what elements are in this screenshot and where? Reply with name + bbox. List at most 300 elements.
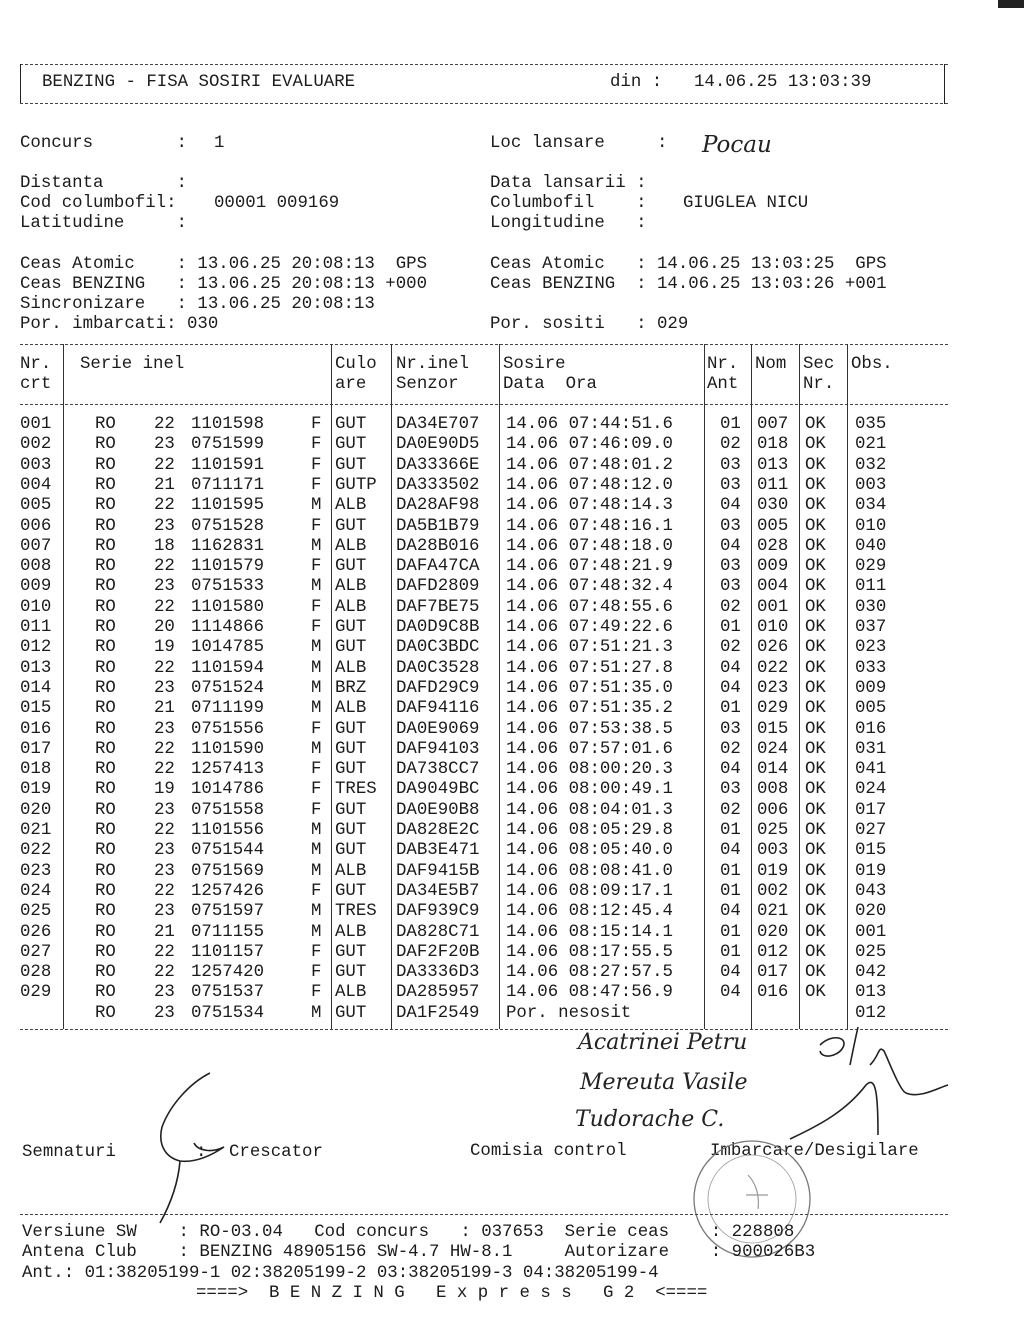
scan-edge-mark bbox=[998, 0, 1024, 8]
cell-sex: M bbox=[311, 841, 322, 861]
cell-country: RO bbox=[95, 699, 116, 719]
cell-obs: 021 bbox=[855, 435, 887, 455]
cell-arrival: 14.06 08:09:17.1 bbox=[506, 881, 673, 901]
cell-ring: 0751528 bbox=[191, 516, 265, 536]
cell-sex: F bbox=[311, 760, 322, 780]
cell-arrival: 14.06 08:27:57.5 bbox=[506, 963, 673, 983]
concurs-label: Concurs : bbox=[20, 134, 187, 153]
cell-nom: 003 bbox=[757, 841, 789, 861]
cell-sex: M bbox=[311, 658, 322, 678]
cell-country: RO bbox=[95, 516, 116, 536]
cell-sensor: DA33366E bbox=[396, 455, 480, 475]
cell-sensor: DAF7BE75 bbox=[396, 597, 480, 617]
cell-obs: 010 bbox=[855, 516, 887, 536]
col-nrinel-header: Nr.inel bbox=[396, 355, 470, 374]
cell-nr: 025 bbox=[20, 902, 52, 922]
cell-sec: OK bbox=[805, 719, 826, 739]
cell-sensor: DAB3E471 bbox=[396, 841, 480, 861]
cell-nom: 024 bbox=[757, 739, 789, 759]
col-culoare-header-2: are bbox=[335, 375, 367, 394]
col-nrant-header: Nr. bbox=[707, 355, 739, 374]
date-value: 14.06.25 13:03:39 bbox=[694, 73, 872, 92]
cell-obs: 023 bbox=[855, 638, 887, 658]
cell-year: 23 bbox=[154, 800, 175, 820]
cell-nom: 001 bbox=[757, 597, 789, 617]
header-border-bottom bbox=[20, 103, 948, 104]
cell-country: RO bbox=[95, 496, 116, 516]
cell-year: 22 bbox=[154, 963, 175, 983]
columbofil-label: Columbofil : bbox=[490, 194, 647, 213]
cell-color: GUT bbox=[335, 1003, 367, 1023]
cell-nr: 022 bbox=[20, 841, 52, 861]
cell-year: 23 bbox=[154, 1003, 175, 1023]
cell-nr: 029 bbox=[20, 983, 52, 1003]
cell-sensor: DAF9415B bbox=[396, 861, 480, 881]
cell-country: RO bbox=[95, 577, 116, 597]
cell-year: 23 bbox=[154, 902, 175, 922]
cell-obs: 024 bbox=[855, 780, 887, 800]
cell-arrival: 14.06 07:44:51.6 bbox=[506, 415, 673, 434]
cell-obs: 042 bbox=[855, 963, 887, 983]
cell-nr: 002 bbox=[20, 435, 52, 455]
cell-sex: M bbox=[311, 922, 322, 942]
header-border-right bbox=[944, 64, 945, 104]
cell-antenna: 04 bbox=[720, 536, 741, 556]
col-secnr-header: Nr. bbox=[803, 375, 835, 394]
cell-year: 22 bbox=[154, 415, 175, 434]
cell-nr: 011 bbox=[20, 618, 52, 637]
cell-arrival: 14.06 07:51:35.2 bbox=[506, 699, 673, 719]
cell-ring: 1014786 bbox=[191, 780, 265, 800]
cell-arrival: 14.06 08:17:55.5 bbox=[506, 942, 673, 962]
cell-ring: 1101590 bbox=[191, 739, 265, 759]
cell-ring: 0711155 bbox=[191, 922, 265, 942]
cell-arrival: 14.06 07:57:01.6 bbox=[506, 739, 673, 759]
cell-obs: 033 bbox=[855, 658, 887, 678]
cell-ring: 1101598 bbox=[191, 415, 265, 434]
cell-year: 23 bbox=[154, 516, 175, 536]
cell-antenna: 03 bbox=[720, 475, 741, 495]
cell-nom: 005 bbox=[757, 516, 789, 536]
cell-obs: 015 bbox=[855, 841, 887, 861]
semnaturi-label: Semnaturi bbox=[22, 1143, 116, 1162]
cell-year: 22 bbox=[154, 739, 175, 759]
cell-sec: OK bbox=[805, 536, 826, 556]
cell-obs: 032 bbox=[855, 455, 887, 475]
cell-sex: F bbox=[311, 780, 322, 800]
cell-sec: OK bbox=[805, 496, 826, 516]
porumbei-sositi: Por. sositi : 029 bbox=[490, 315, 689, 334]
cell-obs: 035 bbox=[855, 415, 887, 434]
cell-sensor: DA0D9C8B bbox=[396, 618, 480, 637]
cell-sensor: DA28B016 bbox=[396, 536, 480, 556]
cell-obs: 001 bbox=[855, 922, 887, 942]
cell-nom: 011 bbox=[757, 475, 789, 495]
cell-nr: 024 bbox=[20, 881, 52, 901]
cell-nr: 019 bbox=[20, 780, 52, 800]
cell-color: GUT bbox=[335, 760, 367, 780]
cell-ring: 1162831 bbox=[191, 536, 265, 556]
cell-year: 22 bbox=[154, 760, 175, 780]
cell-nom: 029 bbox=[757, 699, 789, 719]
column-divider bbox=[391, 344, 392, 1029]
column-divider bbox=[847, 344, 848, 1029]
cell-obs: 031 bbox=[855, 739, 887, 759]
columbofil-value: GIUGLEA NICU bbox=[683, 194, 809, 213]
cell-antenna: 02 bbox=[720, 435, 741, 455]
handwritten-name-1: Acatrinei Petru bbox=[578, 1030, 748, 1055]
cell-year: 21 bbox=[154, 699, 175, 719]
handwritten-name-3: Tudorache C. bbox=[575, 1107, 725, 1132]
cell-obs: 017 bbox=[855, 800, 887, 820]
cell-nr: 014 bbox=[20, 678, 52, 698]
cell-country: RO bbox=[95, 902, 116, 922]
cell-antenna: 03 bbox=[720, 780, 741, 800]
cell-color: GUT bbox=[335, 638, 367, 658]
col-senzor-header: Senzor bbox=[396, 375, 459, 394]
cell-obs: 027 bbox=[855, 821, 887, 840]
cell-color: ALB bbox=[335, 536, 367, 556]
cell-obs: 034 bbox=[855, 496, 887, 516]
cell-sec: OK bbox=[805, 597, 826, 617]
cell-ring: 1101157 bbox=[191, 942, 265, 962]
cell-obs: 029 bbox=[855, 557, 887, 577]
cell-country: RO bbox=[95, 618, 116, 637]
cell-country: RO bbox=[95, 678, 116, 698]
cell-sec: OK bbox=[805, 861, 826, 881]
cell-sensor: DAFD2809 bbox=[396, 577, 480, 597]
cell-sensor: DA5B1B79 bbox=[396, 516, 480, 536]
cell-year: 23 bbox=[154, 841, 175, 861]
cell-ring: 1101580 bbox=[191, 597, 265, 617]
cell-obs: 037 bbox=[855, 618, 887, 637]
cell-country: RO bbox=[95, 983, 116, 1003]
cell-arrival: 14.06 08:05:40.0 bbox=[506, 841, 673, 861]
cell-obs: 040 bbox=[855, 536, 887, 556]
cod-columbofil-label: Cod columbofil: bbox=[20, 194, 177, 213]
date-label: din : bbox=[610, 73, 663, 92]
cell-antenna: 01 bbox=[720, 922, 741, 942]
cell-sensor: DA28AF98 bbox=[396, 496, 480, 516]
cell-arrival: 14.06 07:48:14.3 bbox=[506, 496, 673, 516]
cell-sex: F bbox=[311, 455, 322, 475]
cell-year: 22 bbox=[154, 942, 175, 962]
col-obs-header: Obs. bbox=[851, 355, 893, 374]
cell-nom: 020 bbox=[757, 922, 789, 942]
cell-sex: M bbox=[311, 496, 322, 516]
cell-antenna: 03 bbox=[720, 719, 741, 739]
cell-country: RO bbox=[95, 455, 116, 475]
ceas-benzing-start: Ceas BENZING : 13.06.25 20:08:13 +000 bbox=[20, 275, 428, 294]
cell-sex: M bbox=[311, 902, 322, 922]
cell-sex: F bbox=[311, 435, 322, 455]
handwritten-name-2: Mereuta Vasile bbox=[580, 1070, 748, 1095]
cell-sensor: DAF2F20B bbox=[396, 942, 480, 962]
cell-sec: OK bbox=[805, 415, 826, 434]
cell-color: ALB bbox=[335, 983, 367, 1003]
cell-sensor: DA333502 bbox=[396, 475, 480, 495]
cell-sensor: DA0E90B8 bbox=[396, 800, 480, 820]
cell-sensor: DA0E9069 bbox=[396, 719, 480, 739]
cell-sec: OK bbox=[805, 577, 826, 597]
cell-obs: 016 bbox=[855, 719, 887, 739]
cell-sex: F bbox=[311, 983, 322, 1003]
cell-year: 22 bbox=[154, 821, 175, 840]
cell-nr: 005 bbox=[20, 496, 52, 516]
cell-sensor: DA3336D3 bbox=[396, 963, 480, 983]
cell-ring: 0751599 bbox=[191, 435, 265, 455]
cell-antenna: 04 bbox=[720, 983, 741, 1003]
cell-country: RO bbox=[95, 557, 116, 577]
cell-sensor: DAF94116 bbox=[396, 699, 480, 719]
cell-year: 22 bbox=[154, 455, 175, 475]
cell-antenna: 04 bbox=[720, 678, 741, 698]
cell-year: 23 bbox=[154, 678, 175, 698]
cell-nr: 001 bbox=[20, 415, 52, 434]
cell-color: GUT bbox=[335, 618, 367, 637]
cell-country: RO bbox=[95, 475, 116, 495]
cell-ring: 1101595 bbox=[191, 496, 265, 516]
cell-country: RO bbox=[95, 800, 116, 820]
col-crt-header: crt bbox=[20, 375, 52, 394]
cell-year: 19 bbox=[154, 780, 175, 800]
cell-country: RO bbox=[95, 536, 116, 556]
cell-year: 18 bbox=[154, 536, 175, 556]
cell-obs: 011 bbox=[855, 577, 887, 597]
cell-color: GUT bbox=[335, 516, 367, 536]
loc-lansare-handwritten: Pocau bbox=[702, 132, 772, 158]
cell-nr: 023 bbox=[20, 861, 52, 881]
column-divider bbox=[704, 344, 705, 1029]
cell-nr: 012 bbox=[20, 638, 52, 658]
cell-color: ALB bbox=[335, 577, 367, 597]
cell-arrival: 14.06 07:48:16.1 bbox=[506, 516, 673, 536]
cell-sec: OK bbox=[805, 435, 826, 455]
column-divider bbox=[331, 344, 332, 1029]
cell-sec: OK bbox=[805, 699, 826, 719]
cell-antenna: 01 bbox=[720, 618, 741, 637]
cell-nr: 003 bbox=[20, 455, 52, 475]
cell-ring: 1257413 bbox=[191, 760, 265, 780]
cell-sensor: DA9049BC bbox=[396, 780, 480, 800]
semnaturi-colon: : bbox=[196, 1143, 207, 1162]
cell-obs: 020 bbox=[855, 902, 887, 922]
cell-arrival: 14.06 08:15:14.1 bbox=[506, 922, 673, 942]
cell-sensor: DA738CC7 bbox=[396, 760, 480, 780]
cell-nom: 019 bbox=[757, 861, 789, 881]
cell-color: GUT bbox=[335, 841, 367, 861]
cell-sec: OK bbox=[805, 841, 826, 861]
cell-obs: 003 bbox=[855, 475, 887, 495]
cell-sec: OK bbox=[805, 455, 826, 475]
cell-color: GUT bbox=[335, 739, 367, 759]
cell-nom: 008 bbox=[757, 780, 789, 800]
cell-nom: 022 bbox=[757, 658, 789, 678]
cell-obs: 012 bbox=[855, 1003, 887, 1023]
cell-sex: F bbox=[311, 881, 322, 901]
comisia-control-label: Comisia control bbox=[470, 1142, 627, 1161]
cell-country: RO bbox=[95, 760, 116, 780]
footer-line-versiune: Versiune SW : RO-03.04 Cod concurs : 037653 Serie ceas : 228808 bbox=[22, 1223, 795, 1242]
cell-sec: OK bbox=[805, 618, 826, 637]
cell-country: RO bbox=[95, 415, 116, 434]
cell-sensor: DAFD29C9 bbox=[396, 678, 480, 698]
cell-country: RO bbox=[95, 780, 116, 800]
cell-sex: M bbox=[311, 699, 322, 719]
cell-color: TRES bbox=[335, 780, 377, 800]
cell-arrival: 14.06 07:51:21.3 bbox=[506, 638, 673, 658]
cell-color: GUT bbox=[335, 719, 367, 739]
cell-sec: OK bbox=[805, 821, 826, 840]
cell-color: ALB bbox=[335, 597, 367, 617]
cell-nom: 012 bbox=[757, 942, 789, 962]
cell-year: 23 bbox=[154, 577, 175, 597]
footer-line-antene: Ant.: 01:38205199-1 02:38205199-2 03:38205199-3 04:38205199-4 bbox=[22, 1264, 659, 1283]
cell-sensor: DAFA47CA bbox=[396, 557, 480, 577]
cell-nr: 007 bbox=[20, 536, 52, 556]
cell-antenna: 03 bbox=[720, 577, 741, 597]
cell-ring: 1101579 bbox=[191, 557, 265, 577]
cell-year: 20 bbox=[154, 618, 175, 637]
cell-nr: 004 bbox=[20, 475, 52, 495]
cell-sensor: DA1F2549 bbox=[396, 1003, 480, 1023]
cell-nom: 030 bbox=[757, 496, 789, 516]
cell-obs: 013 bbox=[855, 983, 887, 1003]
cell-country: RO bbox=[95, 841, 116, 861]
cell-antenna: 02 bbox=[720, 597, 741, 617]
column-divider bbox=[499, 344, 500, 1029]
cell-sec: OK bbox=[805, 658, 826, 678]
cell-arrival: 14.06 07:48:01.2 bbox=[506, 455, 673, 475]
cell-sec: OK bbox=[805, 963, 826, 983]
cell-nom: 010 bbox=[757, 618, 789, 637]
cell-antenna: 01 bbox=[720, 881, 741, 901]
concurs-value: 1 bbox=[214, 134, 225, 153]
cell-color: GUTP bbox=[335, 475, 377, 495]
cell-color: GUT bbox=[335, 415, 367, 434]
cell-sex: F bbox=[311, 963, 322, 983]
ceas-atomic-end: Ceas Atomic : 14.06.25 13:03:25 GPS bbox=[490, 255, 887, 274]
cell-color: ALB bbox=[335, 699, 367, 719]
cell-nr: 020 bbox=[20, 800, 52, 820]
cell-year: 21 bbox=[154, 922, 175, 942]
imbarcare-desigilare-label: Imbarcare/Desigilare bbox=[710, 1142, 919, 1161]
column-divider bbox=[799, 344, 800, 1029]
cell-antenna: 03 bbox=[720, 557, 741, 577]
cell-arrival: 14.06 07:48:32.4 bbox=[506, 577, 673, 597]
cell-color: GUT bbox=[335, 821, 367, 840]
cell-ring: 0751556 bbox=[191, 719, 265, 739]
cell-nr: 028 bbox=[20, 963, 52, 983]
cell-antenna: 01 bbox=[720, 699, 741, 719]
cell-nr: 015 bbox=[20, 699, 52, 719]
col-data-ora-header: Data Ora bbox=[503, 375, 597, 394]
cell-nom: 013 bbox=[757, 455, 789, 475]
cell-ring: 0751533 bbox=[191, 577, 265, 597]
cell-ring: 0751524 bbox=[191, 678, 265, 698]
cell-sex: M bbox=[311, 739, 322, 759]
cell-sec: OK bbox=[805, 942, 826, 962]
cell-year: 22 bbox=[154, 496, 175, 516]
cell-antenna: 01 bbox=[720, 861, 741, 881]
cell-nr: 027 bbox=[20, 942, 52, 962]
document-title: BENZING - FISA SOSIRI EVALUARE bbox=[42, 73, 356, 92]
cell-nom: 026 bbox=[757, 638, 789, 658]
cell-sensor: DAF939C9 bbox=[396, 902, 480, 922]
cell-sex: M bbox=[311, 536, 322, 556]
cell-sensor: DA828C71 bbox=[396, 922, 480, 942]
crescator-label: Crescator bbox=[229, 1143, 323, 1162]
cell-year: 22 bbox=[154, 597, 175, 617]
column-divider bbox=[63, 344, 64, 1029]
cell-antenna: 03 bbox=[720, 516, 741, 536]
cell-obs: 041 bbox=[855, 760, 887, 780]
cell-sec: OK bbox=[805, 760, 826, 780]
cell-nom: 009 bbox=[757, 557, 789, 577]
cell-sec: OK bbox=[805, 678, 826, 698]
cell-sec: OK bbox=[805, 475, 826, 495]
ceas-benzing-end: Ceas BENZING : 14.06.25 13:03:26 +001 bbox=[490, 275, 887, 294]
footer-line-benzing: ====> B E N Z I N G E x p r e s s G 2 <==== bbox=[196, 1284, 708, 1303]
cell-ring: 0751537 bbox=[191, 983, 265, 1003]
cell-ring: 1101556 bbox=[191, 821, 265, 840]
latitudine-label: Latitudine : bbox=[20, 214, 187, 233]
table-border-top bbox=[20, 344, 948, 345]
cell-sex: F bbox=[311, 800, 322, 820]
cell-arrival: 14.06 07:51:27.8 bbox=[506, 658, 673, 678]
cell-sex: M bbox=[311, 821, 322, 840]
cell-sensor: DA0C3528 bbox=[396, 658, 480, 678]
cell-sex: M bbox=[311, 1003, 322, 1023]
cell-arrival: 14.06 08:12:45.4 bbox=[506, 902, 673, 922]
cell-country: RO bbox=[95, 739, 116, 759]
porumbei-imbarcati: Por. imbarcati: 030 bbox=[20, 315, 219, 334]
col-nom-header: Nom bbox=[755, 355, 787, 374]
cell-nr: 006 bbox=[20, 516, 52, 536]
cell-arrival: 14.06 07:48:21.9 bbox=[506, 557, 673, 577]
cell-nr: 018 bbox=[20, 760, 52, 780]
sincronizare: Sincronizare : 13.06.25 20:08:13 bbox=[20, 295, 375, 314]
cell-nom: 004 bbox=[757, 577, 789, 597]
imbarcare-signature bbox=[780, 1015, 950, 1155]
cell-country: RO bbox=[95, 435, 116, 455]
table-header-separator bbox=[20, 404, 948, 405]
cell-sec: OK bbox=[805, 638, 826, 658]
cell-arrival: 14.06 07:48:55.6 bbox=[506, 597, 673, 617]
cell-ring: 0751597 bbox=[191, 902, 265, 922]
col-nr-header: Nr. bbox=[20, 355, 52, 374]
cell-sec: OK bbox=[805, 516, 826, 536]
cell-country: RO bbox=[95, 922, 116, 942]
cell-color: GUT bbox=[335, 455, 367, 475]
cell-country: RO bbox=[95, 942, 116, 962]
cell-ring: 1257420 bbox=[191, 963, 265, 983]
cell-antenna: 04 bbox=[720, 658, 741, 678]
longitudine-label: Longitudine : bbox=[490, 214, 647, 233]
cell-sensor: DA34E5B7 bbox=[396, 881, 480, 901]
cell-sensor: DA34E707 bbox=[396, 415, 480, 434]
cell-color: TRES bbox=[335, 902, 377, 922]
cell-country: RO bbox=[95, 638, 116, 658]
cell-ring: 1257426 bbox=[191, 881, 265, 901]
cod-columbofil-value: 00001 009169 bbox=[214, 194, 340, 213]
cell-color: GUT bbox=[335, 435, 367, 455]
cell-ring: 1101594 bbox=[191, 658, 265, 678]
cell-color: GUT bbox=[335, 963, 367, 983]
cell-sex: F bbox=[311, 415, 322, 434]
cell-sec: OK bbox=[805, 800, 826, 820]
footer-line-antena: Antena Club : BENZING 48905156 SW-4.7 HW-8.1 Autorizare : 900026B3 bbox=[22, 1243, 816, 1262]
